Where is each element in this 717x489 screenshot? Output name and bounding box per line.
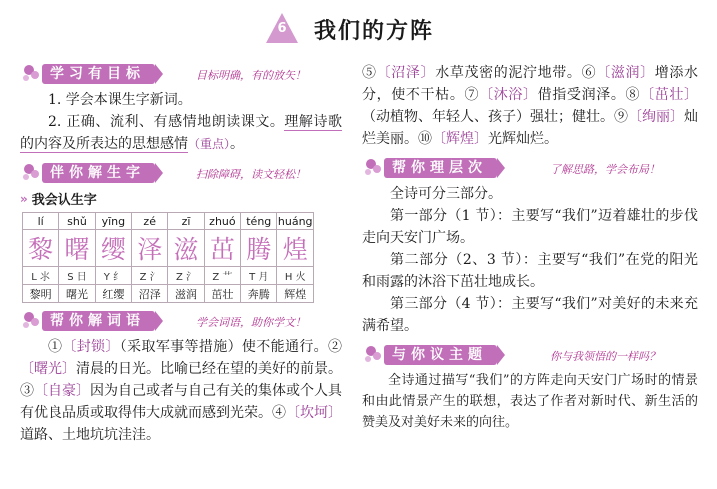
character: 茁: [204, 230, 240, 267]
def-text: 清晨的日光。比喻已经在望的美好的前景。: [76, 361, 342, 377]
def-term: 〔辉煌〕: [432, 131, 488, 147]
theme-header: [362, 343, 698, 367]
def-term: 〔自豪〕: [34, 383, 90, 399]
goal-1: 1. 学会本课生字新词。: [48, 92, 192, 108]
chars-header: [20, 161, 342, 185]
character: 滋: [168, 230, 204, 267]
def-text: 光辉灿烂。: [488, 131, 558, 147]
letter: Z: [212, 272, 220, 283]
page-title: 我们的方阵: [314, 19, 435, 44]
word: 奔腾: [241, 285, 277, 303]
radical: 月: [258, 272, 269, 283]
chars-label: 伴你解生字: [42, 163, 155, 183]
radical-cell: [277, 267, 314, 285]
word: 茁壮: [204, 285, 240, 303]
char-row: [23, 230, 314, 267]
goal-2-text: 2. 正确、流利、有感情地朗读课文。: [48, 114, 285, 130]
letter: S: [67, 272, 74, 283]
pinyin: shǔ: [59, 213, 95, 230]
radical: ⺢: [40, 272, 51, 283]
def-term: 〔滋润〕: [596, 65, 655, 81]
words-tip: 学会词语，助你学文！: [196, 316, 306, 329]
def-text: （采取军事等措施）使不能通行。: [119, 339, 329, 355]
char-table: [22, 212, 314, 303]
goals-tip: 目标明确，有的放矢！: [196, 69, 306, 82]
character: 煌: [277, 230, 314, 267]
character: 缨: [95, 230, 131, 267]
def-term: 〔曙光〕: [20, 361, 76, 377]
word: 红缨: [95, 285, 131, 303]
def-text: 道路、土地坑坑洼洼。: [20, 427, 160, 443]
structure-header: [362, 156, 698, 180]
character: 黎: [23, 230, 59, 267]
pinyin-row: [23, 213, 314, 230]
word-defs-right: [362, 62, 698, 150]
def-term: 〔沐浴〕: [479, 87, 538, 103]
radical-cell: [59, 267, 95, 285]
character: 泽: [132, 230, 168, 267]
radical: 纟: [113, 272, 123, 283]
pinyin: huáng: [277, 214, 313, 228]
word: 滋润: [168, 285, 204, 303]
def-text: 灿烂美丽。: [362, 109, 698, 147]
chars-subhead: [20, 189, 342, 208]
goal-2: [20, 111, 342, 155]
goals-label: 学习有目标: [42, 64, 155, 84]
letter: Y: [103, 272, 110, 283]
chars-tip: 扫除障碍，读文轻松！: [196, 168, 306, 181]
letter: H: [284, 272, 293, 283]
goal-2-end: 。: [230, 136, 245, 152]
def-num: ⑦: [464, 87, 480, 103]
structure-tip: 了解思路，学会布局！: [550, 163, 660, 176]
radical-cell: [23, 267, 59, 285]
def-text: 借指受润泽。: [537, 87, 626, 103]
word-defs-left: [20, 336, 342, 446]
def-num: ⑩: [418, 131, 432, 147]
structure-part-3: 第三部分（4 节）：主要写“我们”对美好的未来充满希望。: [362, 296, 698, 334]
words-header: [20, 309, 342, 333]
def-text: 水草茂密的泥泞地带。: [435, 65, 582, 81]
words-label: 帮你解词语: [42, 311, 155, 331]
radical-cell: [95, 267, 131, 285]
key-tag: （重点）: [188, 137, 231, 151]
pinyin: lí: [23, 213, 59, 230]
def-num: ⑥: [581, 65, 597, 81]
def-term: 〔茁壮〕: [640, 87, 699, 103]
def-num: ②: [328, 339, 343, 355]
letter: L: [31, 272, 37, 283]
word: 沼泽: [132, 285, 168, 303]
lesson-number: 6: [277, 21, 287, 36]
def-num: ④: [272, 405, 286, 421]
def-text: （动植物、年轻人、孩子）强壮；健壮。: [362, 109, 614, 125]
lesson-header: [0, 12, 717, 46]
pinyin: téng: [241, 213, 277, 230]
def-num: ⑧: [625, 87, 641, 103]
radical-row: [23, 267, 314, 285]
theme-label: 与你议主题: [384, 345, 497, 365]
letter: Z: [139, 272, 147, 283]
word: 辉煌: [277, 285, 314, 303]
radical: 日: [76, 272, 87, 283]
pinyin: zī: [168, 213, 204, 230]
pinyin: zhuó: [204, 213, 240, 230]
radical-cell: [168, 267, 204, 285]
arrow-icon: »: [20, 191, 28, 206]
letter: Z: [176, 272, 183, 283]
def-term: 〔绚丽〕: [628, 109, 684, 125]
goals-header: [20, 62, 342, 86]
pinyin: zé: [132, 213, 168, 230]
def-text: 因为自己或者与自己有关的集体或个人具有优良品质或取得伟大成就而感到光荣。: [20, 383, 342, 421]
word: 曙光: [59, 285, 95, 303]
radical: 艹: [222, 272, 233, 283]
right-column: [362, 62, 698, 433]
radical-cell: [132, 267, 168, 285]
left-column: [20, 62, 342, 446]
structure-intro: 全诗可分三部分。: [390, 186, 502, 202]
word: 黎明: [23, 285, 59, 303]
structure-part-1: 第一部分（1 节）：主要写“我们”迈着雄壮的步伐走向天安门广场。: [362, 208, 698, 246]
theme-tip: 你与我领悟的一样吗？: [550, 350, 660, 363]
chars-subtitle: 我会认生字: [31, 193, 97, 208]
def-term: 〔封锁〕: [62, 339, 120, 355]
pinyin: yīng: [95, 213, 131, 230]
character: 腾: [241, 230, 277, 267]
def-num: ①: [48, 339, 63, 355]
goal-2-underlined: 理解诗歌的内容及所表达的思想感情: [20, 114, 342, 152]
def-num: ⑨: [614, 109, 628, 125]
def-term: 〔坎坷〕: [286, 405, 342, 421]
theme-text: 全诗通过描写“我们”的方阵走向天安门广场时的情景和由此情景产生的联想，表达了作者对新时代、新生活的赞美及对美好未来的向往。: [362, 373, 698, 430]
structure-label: 帮你理层次: [384, 158, 497, 178]
structure-part-2: 第二部分（2、3 节）：主要写“我们”在党的阳光和雨露的沐浴下茁壮地成长。: [362, 252, 698, 290]
radical: 火: [295, 272, 306, 283]
radical: 氵: [186, 272, 197, 283]
letter: T: [249, 272, 256, 283]
radical: 氵: [149, 272, 160, 283]
character: 曙: [59, 230, 95, 267]
def-num: ⑤: [362, 65, 377, 81]
radical-cell: [241, 267, 277, 285]
word-row: [23, 285, 314, 303]
radical-cell: [204, 267, 240, 285]
def-term: 〔沼泽〕: [376, 65, 436, 81]
def-text: 增添水分，使不干枯。: [362, 65, 699, 103]
def-num: ③: [20, 383, 34, 399]
